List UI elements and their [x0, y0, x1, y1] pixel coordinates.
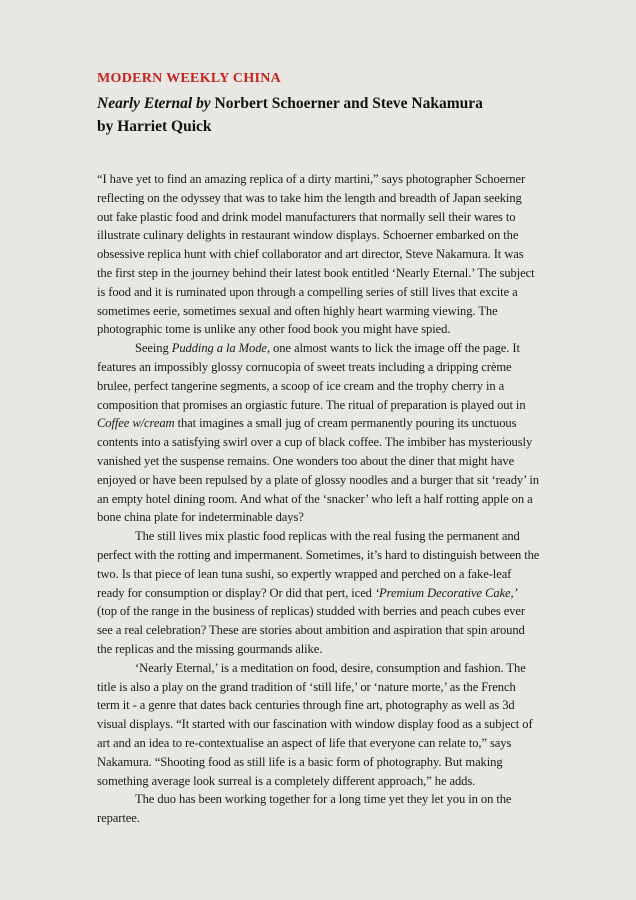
paragraph-2 — [97, 339, 540, 527]
paragraph-1 — [97, 170, 540, 339]
work-title-pudding-a-la-mode: Pudding a la Mode — [171, 341, 267, 356]
paragraph-text: that imagines a small jug of cream permanently pouring its unctuous contents into a satisfying swirl over a cup of black coffee. The imbiber has mysteriously vanished yet the suspense remains. One wonders too about the diner that might have enjoyed or have been repulsed by a plate of glossy noodles and a burger that sit ‘ready’ in an empty hotel dining room. And what of the ‘snacker’ who left a half rotting apple on a bone china plate for indeterminable days? — [97, 416, 539, 525]
paragraph-text: , one almost wants to lick the image off the page. It features an impossibly glossy cornucopia of sweet treats including a dripping crème brulee, perfect tangerine segments, a scoop of ice cream and the trophy cherry in a composition that promises an orgiastic future. The ritual of preparation is played out in — [97, 341, 526, 412]
paragraph-text: ‘Nearly Eternal,’ is a meditation on food, desire, consumption and fashion. The title is also a play on the grand tradition of ‘still life,’ or ‘nature morte,’ as the French term it - a genre that dates back centuries through fine art, photography as well as 3d visual displays. “It started with our fascination with window display food as a subject of art and an idea to re-contextualise an aspect of life that everyone can relate to,” says Nakamura. “Shooting food as still life is a basic form of photography. But making something average look surreal is a completely different approach,” he adds. — [97, 660, 533, 788]
paragraph-text: Seeing — [135, 341, 172, 356]
article-title — [97, 92, 540, 115]
paragraph-text: “I have yet to find an amazing replica of a dirty martini,” says photographer Schoerner reflecting on the odyssey that was to take him the length and breadth of Japan seeking out fake plastic food and drink model manufacturers that normally sell their wares to illustrate culinary delights in restaurant window displays. Schoerner embarked on the obsessive replica hunt with chief collaborator and art director, Steve Nakamura. It was the first step in the journey behind their latest book entitled ‘Nearly Eternal.’ The subject is food and it is ruminated upon through a compelling series of still lives that excite a sometimes eerie, sometimes sexual and often highly heart warming viewing. The photographic tome is unlike any other food book you might have spied. — [97, 172, 535, 337]
paragraph-4 — [97, 659, 540, 791]
byline: by Harriet Quick — [97, 118, 212, 135]
paragraph-text: The duo has been working together for a long time yet they let you in on the repartee. — [97, 792, 512, 826]
paragraph-5 — [97, 790, 540, 828]
work-title-coffee-w-cream: Coffee w/cream — [97, 416, 175, 431]
article-header — [97, 68, 540, 138]
publication-name: MODERN WEEKLY CHINA — [97, 71, 282, 86]
article-body — [97, 170, 540, 828]
paragraph-text: (top of the range in the business of replicas) studded with berries and peach cubes ever see a real celebration? These are stories about ambition and aspiration that spin around the replicas and the missing gourmands alike. — [97, 604, 525, 656]
book-title-italic: Nearly Eternal by — [97, 95, 211, 112]
paragraph-3 — [97, 527, 540, 659]
title-authors: Norbert Schoerner and Steve Nakamura — [214, 95, 483, 112]
work-title-premium-decorative-cake: ‘Premium Decorative Cake,’ — [374, 585, 518, 600]
paragraph-text: The still lives mix plastic food replicas with the real fusing the permanent and perfect with the rotting and impermanent. Sometimes, it’s hard to distinguish between the two. Is that piece of lean tuna sushi, so expertly wrapped and perched on a fake-leaf ready for consumption or display? Or did that pert, iced — [97, 529, 540, 600]
